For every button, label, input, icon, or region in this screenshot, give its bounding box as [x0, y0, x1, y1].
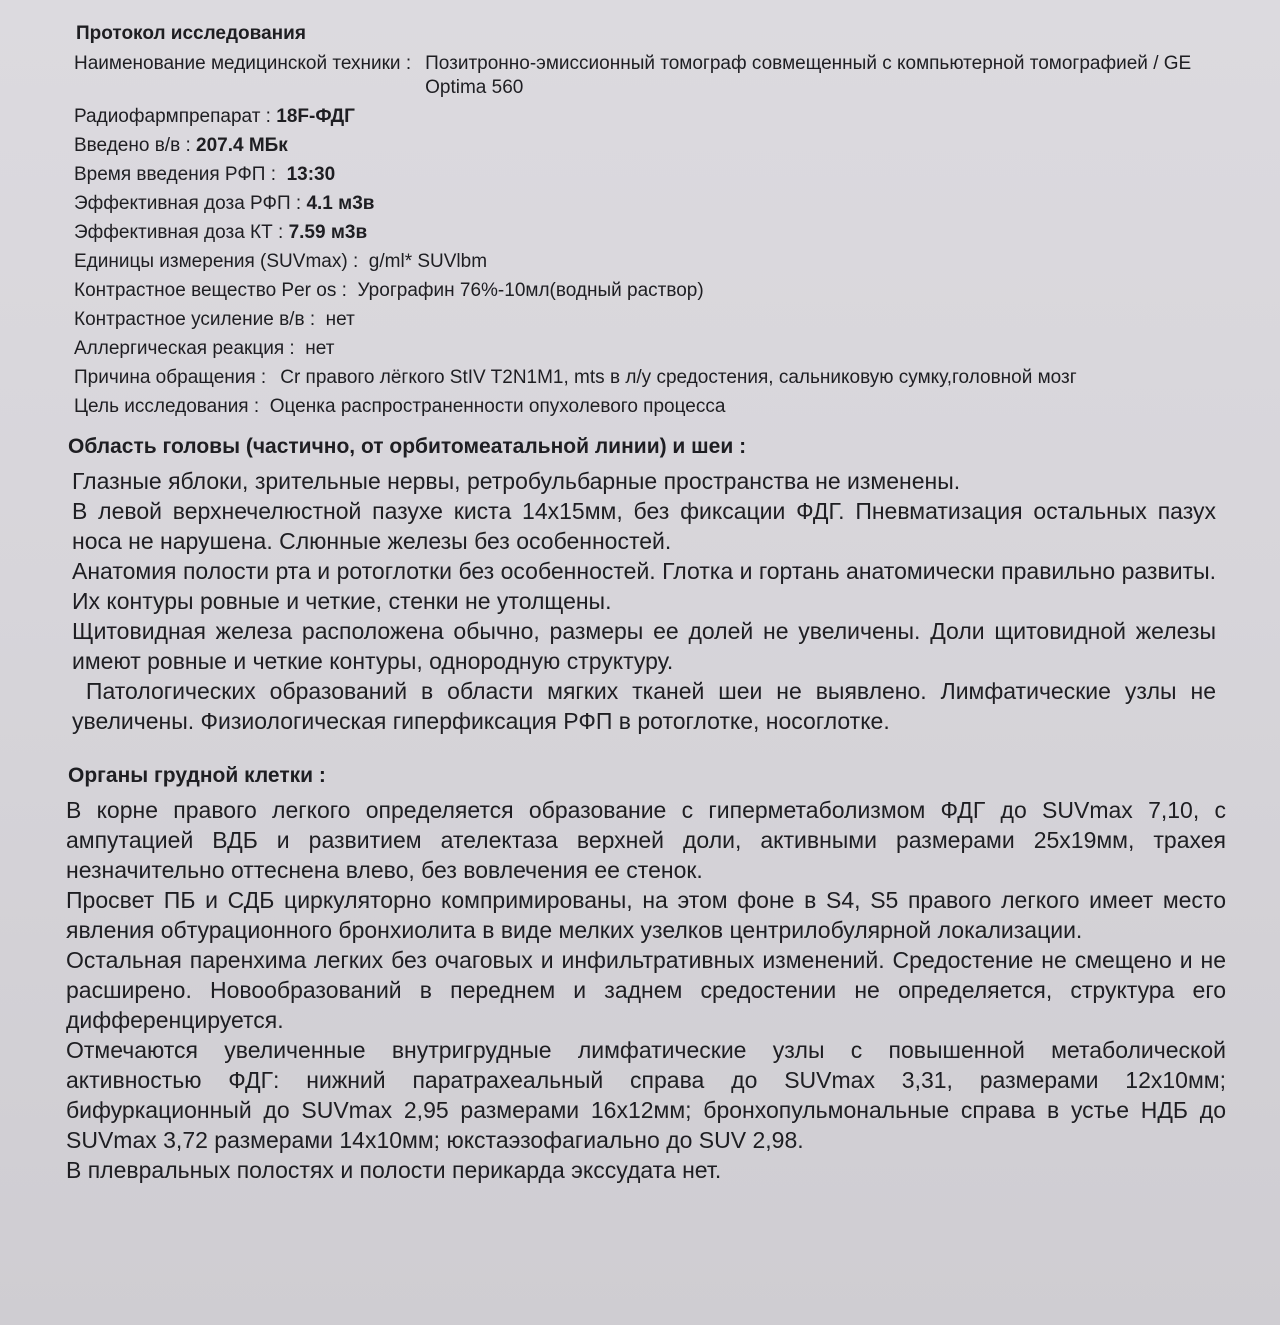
field-label: Причина обращения :: [74, 367, 267, 388]
field-equipment: [74, 52, 1228, 100]
field-value: нет: [305, 338, 335, 359]
field-value: нет: [325, 309, 355, 330]
field-injected: [74, 134, 1228, 158]
paragraph: Глазные яблоки, зрительные нервы, ретробульбарные пространства не изменены.: [72, 468, 961, 494]
field-contrast-iv: [74, 308, 1228, 332]
field-value: g/ml* SUVlbm: [368, 251, 488, 272]
field-label: Время введения РФП :: [74, 164, 277, 185]
section-head-neck: [62, 433, 1228, 736]
field-label: Радиофармпрепарат :: [74, 106, 271, 127]
field-value: Оценка распространенности опухолевого процесса: [269, 396, 726, 417]
field-radiopharmaceutical: [74, 105, 1228, 129]
field-value: 7.59 м3в: [288, 222, 368, 243]
field-contrast-oral: [74, 279, 1228, 303]
field-value: 13:30: [286, 164, 336, 185]
protocol-title: Протокол исследования: [76, 23, 306, 44]
field-referral-reason: [74, 366, 1228, 390]
field-label: Эффективная доза КТ :: [74, 222, 284, 243]
field-value: Позитронно-эмиссионный томограф совмещенный с компьютерной томографией / GE Optima 560: [425, 53, 1192, 98]
paragraph: Щитовидная железа расположена обычно, размеры ее долей не увеличены. Доли щитовидной железы имеют ровные и четкие контуры, однородную структуру.: [72, 618, 1216, 674]
field-label: Единицы измерения (SUVmax) :: [74, 251, 359, 272]
field-value: 207.4 МБк: [196, 135, 288, 156]
paragraph: В плевральных полостях и полости перикарда экссудата нет.: [66, 1157, 722, 1183]
field-label: Введено в/в :: [74, 135, 191, 156]
field-study-goal: [74, 395, 1228, 419]
field-dose-rfp: [74, 192, 1228, 216]
field-injection-time: [74, 163, 1228, 187]
paragraph: Просвет ПБ и СДБ циркуляторно компримированы, на этом фоне в S4, S5 правого легкого имеет место явления обтурационного бронхиолита в виде мелких узелков центрилобулярной локализации.: [66, 887, 1226, 943]
field-allergy: [74, 337, 1228, 361]
section-chest: [62, 762, 1228, 1185]
protocol-fields: [74, 52, 1228, 419]
field-units: [74, 250, 1228, 274]
field-label: Аллергическая реакция :: [74, 338, 295, 359]
field-label: Контрастное усиление в/в :: [74, 309, 316, 330]
field-value: Cr правого лёгкого StIV T2N1M1, mts в л/у средостения, сальниковую сумку,головной мозг: [280, 367, 1077, 388]
section-title: Органы грудной клетки :: [68, 764, 326, 787]
paragraph: В корне правого легкого определяется образование с гиперметаболизмом ФДГ до SUVmax 7,10, с ампутацией ВДБ и развитием ателектаза верхней доли, активными размерами 25х19мм, трахея незначительно оттеснена влево, без вовлечения ее стенок.: [66, 797, 1226, 883]
protocol-document: [62, 22, 1228, 1185]
section-title: Область головы (частично, от орбитомеатальной линии) и шеи :: [68, 435, 747, 458]
field-label: Наименование медицинской техники :: [74, 53, 412, 74]
paragraph: Остальная паренхима легких без очаговых и инфильтративных изменений. Средостение не смещено и не расширено. Новообразований в переднем и заднем средостении не определяется, структура его дифференцируется.: [66, 947, 1226, 1033]
paragraph: Анатомия полости рта и ротоглотки без особенностей. Глотка и гортань анатомически правильно развиты. Их контуры ровные и четкие, стенки не утолщены.: [72, 558, 1216, 614]
field-dose-ct: [74, 221, 1228, 245]
field-value: 18F-ФДГ: [276, 106, 355, 127]
field-label: Цель исследования :: [74, 396, 260, 417]
field-label: Эффективная доза РФП :: [74, 193, 302, 214]
field-value: Урографин 76%-10мл(водный раствор): [357, 280, 704, 301]
paragraph: В левой верхнечелюстной пазухе киста 14х15мм, без фиксации ФДГ. Пневматизация остальных пазух носа не нарушена. Слюнные железы без особенностей.: [72, 498, 1216, 554]
field-label: Контрастное вещество Per os :: [74, 280, 347, 301]
paragraph: Отмечаются увеличенные внутригрудные лимфатические узлы с повышенной метаболической активностью ФДГ: нижний паратрахеальный справа до SUVmax 3,31, размерами 12х10мм; бифуркационный до SUVmax 2,95 размерами 16х12мм; бронхопульмональные справа в устье НДБ до SUVmax 3,72 размерами 14х10мм; юкстаэзофагиально до SUV 2,98.: [66, 1037, 1226, 1153]
paragraph: Патологических образований в области мягких тканей шеи не выявлено. Лимфатические узлы не увеличены. Физиологическая гиперфиксация РФП в ротоглотке, носоглотке.: [72, 678, 1223, 734]
field-value: 4.1 м3в: [306, 193, 375, 214]
